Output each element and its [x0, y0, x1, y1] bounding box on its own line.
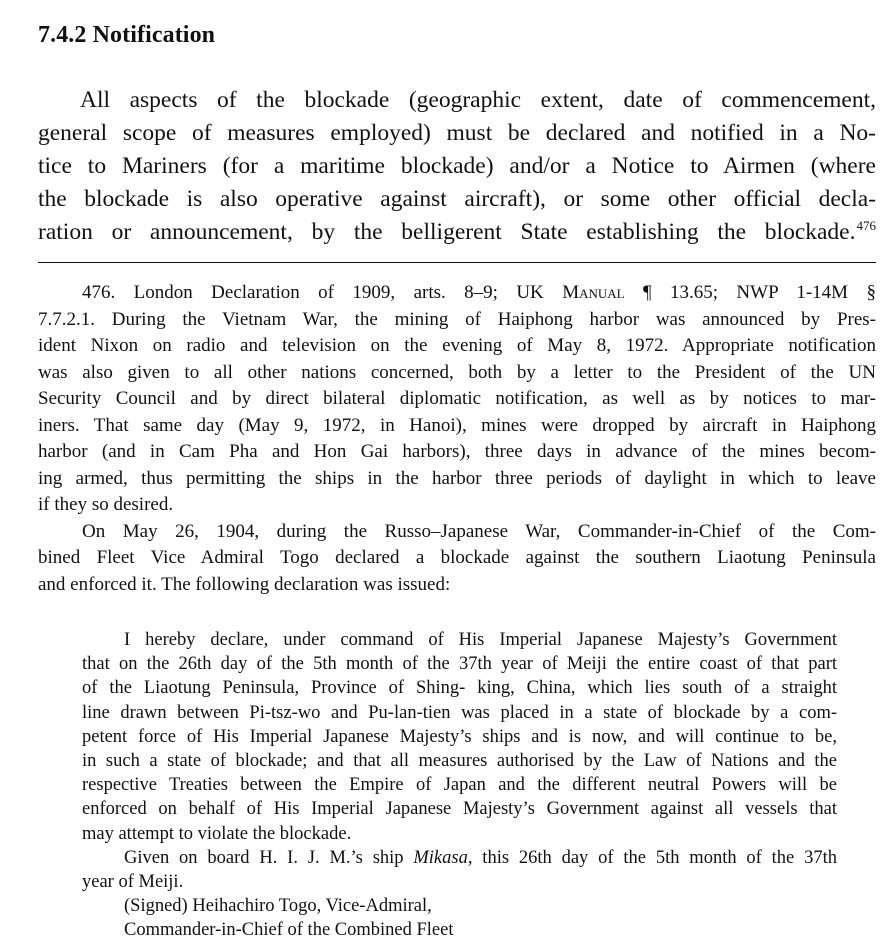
- footnote-divider: [38, 262, 876, 263]
- quote-line: respective Treaties between the Empire of Japan and the different neutral Powers will be: [82, 775, 837, 796]
- quote-line: in such a state of blockade; and that all measures authorised by the Law of Nations and the: [82, 751, 837, 772]
- quote-line: of the Liaotung Peninsula, Province of Shing- king, China, which lies south of a straight: [82, 678, 837, 699]
- quote-line: enforced on behalf of His Imperial Japanese Majesty’s Government against all vessels that: [82, 799, 837, 820]
- quote-signatory-title: Commander-in-Chief of the Combined Fleet: [124, 920, 454, 941]
- quote-line: year of Meiji.: [82, 872, 184, 893]
- footnote-line: iners. That same day (May 9, 1972, in Hanoi), mines were dropped by aircraft in Haiphong: [38, 414, 876, 436]
- footnote-line: ing armed, thus permitting the ships in the harbor three periods of daylight in which to leave: [38, 467, 876, 489]
- section-heading: 7.4.2 Notification: [38, 22, 216, 48]
- body-line: the blockade is also operative against aircraft), or some other official decla-: [38, 186, 876, 212]
- quote-line: that on the 26th day of the 5th month of the 37th year of Meiji the entire coast of that part: [82, 654, 837, 675]
- footnote-citation-manual: Manual: [562, 282, 625, 303]
- footnote-line: bined Fleet Vice Admiral Togo declared a blockade against the southern Liaotung Peninsula: [38, 547, 876, 568]
- body-line-last: [38, 216, 876, 249]
- body-line: tice to Mariners (for a maritime blockade) and/or a Notice to Airmen (where: [38, 153, 876, 179]
- footnote-line: On May 26, 1904, during the Russo–Japanese War, Commander-in-Chief of the Com-: [82, 520, 876, 542]
- footnote-line: ident Nixon on radio and television on the evening of May 8, 1972. Appropriate notification: [38, 335, 876, 356]
- footnote-citation-pre: 476. London Declaration of 1909, arts. 8–9; UK: [82, 282, 563, 303]
- footnote-line: and enforced it. The following declaration was issued:: [38, 573, 451, 595]
- quote-line: petent force of His Imperial Japanese Majesty’s ships and is now, and will continue to be,: [82, 726, 837, 747]
- footnote-line: harbor (and in Cam Pha and Hon Gai harbors), three days in advance of the mines becom-: [38, 441, 876, 462]
- given-text-post: , this 26th day of the 5th month of the 37th: [467, 847, 837, 868]
- body-line: general scope of measures employed) must be declared and notified in a No-: [38, 120, 876, 146]
- footnote-line: was also given to all other nations concerned, both by a letter to the President of the UN: [38, 361, 876, 383]
- body-paragraph: [38, 84, 876, 249]
- footnote-reference-marker[interactable]: 476: [856, 218, 876, 234]
- quote-signature: (Signed) Heihachiro Togo, Vice-Admiral,: [124, 896, 432, 917]
- footnote-476: [38, 280, 876, 598]
- given-text-pre: Given on board H. I. J. M.’s ship: [124, 847, 414, 868]
- ship-name: Mikasa: [413, 847, 468, 868]
- quote-given-line: [82, 846, 837, 870]
- footnote-line: if they so desired.: [38, 494, 174, 515]
- blockade-declaration-quote: [82, 628, 837, 943]
- footnote-line: 7.7.2.1. During the Vietnam War, the mining of Haiphong harbor was announced by Pres-: [38, 308, 876, 330]
- footnote-citation-post: ¶ 13.65; NWP 1-14M §: [624, 282, 876, 303]
- footnote-line: [38, 280, 876, 307]
- quote-line: line drawn between Pi-tsz-wo and Pu-lan-tien was placed in a state of blockade by a com-: [82, 702, 837, 723]
- footnote-line: Security Council and by direct bilateral diplomatic notification, as well as by notices to mar-: [38, 388, 876, 409]
- body-line-text: ration or announcement, by the belligerent State establishing the blockade.: [38, 219, 856, 245]
- quote-line: may attempt to violate the blockade.: [82, 823, 352, 844]
- quote-line: I hereby declare, under command of His Imperial Japanese Majesty’s Government: [124, 630, 837, 650]
- body-line: All aspects of the blockade (geographic extent, date of commencement,: [80, 87, 876, 113]
